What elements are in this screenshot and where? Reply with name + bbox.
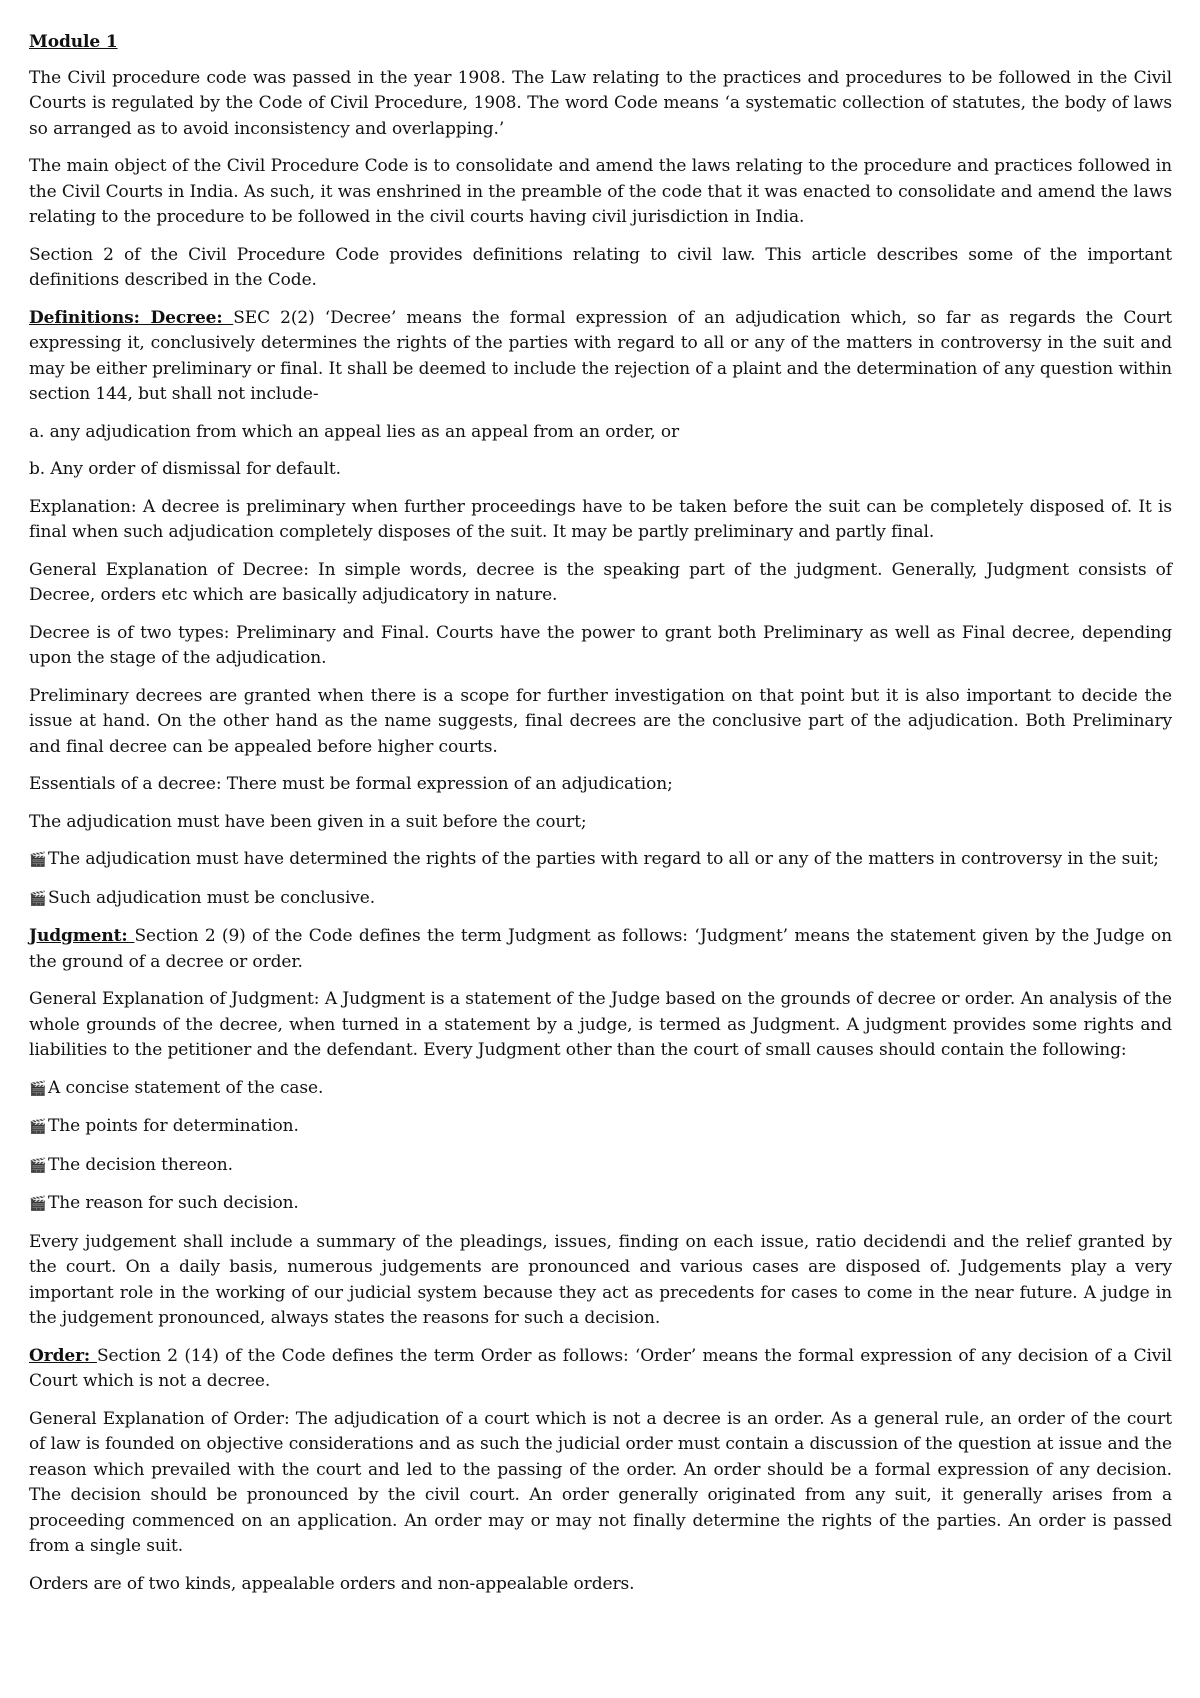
clapperboard-icon: 🎬: [29, 1196, 47, 1212]
order-text: Section 2 (14) of the Code defines the term Order as follows: ‘Order’ means the formal expression of any decision of a Civil Court which is not a decree.: [29, 1345, 1172, 1391]
clapperboard-icon: 🎬: [29, 1119, 47, 1135]
bullet-item: 🎬The decision thereon.: [29, 1153, 1172, 1180]
paragraph-every-judgement: Every judgement shall include a summary of the pleadings, issues, finding on each issue, ratio decidendi and the relief granted by the court. On a daily basis, numerous judgements are pronounced and various cases are disposed of. Judgements play a very important role in the working of our judicial system because they act as precedents for cases to come in the near future. A judge in the judgement pronounced, always states the reasons for such a decision.: [29, 1231, 1172, 1328]
paragraph-essentials: Essentials of a decree: There must be formal expression of an adjudication;: [29, 774, 673, 794]
clapperboard-icon: 🎬: [29, 1080, 47, 1097]
paragraph-explanation: Explanation: A decree is preliminary when further proceedings have to be taken before the suit can be completely disposed of. It is final when such adjudication completely disposes of the suit. It may be partly preliminary and partly final.: [29, 496, 1172, 542]
bullet-item: 🎬A concise statement of the case.: [29, 1076, 1172, 1103]
paragraph-adjudication: The adjudication must have been given in a suit before the court;: [29, 811, 587, 832]
clapperboard-icon: 🎬: [29, 1157, 47, 1174]
bullet-item: 🎬The reason for such decision.: [29, 1191, 1172, 1218]
paragraph-general-order: General Explanation of Order: The adjudication of a court which is not a decree is an order. As a general rule, an order of the court of law is founded on objective considerations and as such the judicial order must contain a discussion of the question at issue and the reason which prevailed with the court and led to the passing of the order. An order should be a formal expression of any decision. The decision should be pronounced by the civil court. An order generally originated from any suit, it generally arises from a proceeding commenced on an application. An order may or may not finally determine the rights of the parties. An order is passed from a single suit.: [29, 1408, 1172, 1556]
judgment-label: Judgment:: [29, 926, 135, 946]
list-item-b: b. Any order of dismissal for default.: [29, 459, 341, 479]
clapperboard-icon: 🎬: [29, 890, 47, 907]
paragraph-judgment-definition: [29, 924, 1172, 975]
bullet-item: 🎬The points for determination.: [29, 1114, 1172, 1141]
bullet-item: 🎬Such adjudication must be conclusive.: [29, 886, 1172, 913]
decree-label: Definitions: Decree:: [29, 307, 234, 328]
paragraph-decree-definition: [29, 306, 1172, 408]
paragraph-decree-types: Decree is of two types: Preliminary and Final. Courts have the power to grant both Preliminary as well as Final decree, depending upon the stage of the adjudication.: [29, 622, 1172, 668]
paragraph-object: The main object of the Civil Procedure Code is to consolidate and amend the laws relating to the procedure and practices followed in the Civil Courts in India. As such, it was enshrined in the preamble of the code that it was enacted to consolidate and amend the laws relating to the procedure to be followed in the civil courts having civil jurisdiction in India.: [29, 156, 1172, 227]
paragraph-preliminary: Preliminary decrees are granted when there is a scope for further investigation on that point but it is also important to decide the issue at hand. On the other hand as the name suggests, final decrees are the conclusive part of the adjudication. Both Preliminary and final decree can be appealed before higher courts.: [29, 685, 1172, 757]
bullet-item: 🎬The adjudication must have determined the rights of the parties with regard to all or any of the matters in controversy in the suit;: [29, 847, 1172, 874]
paragraph-orders-kinds: Orders are of two kinds, appealable orders and non-appealable orders.: [29, 1573, 635, 1594]
judgment-text: Section 2 (9) of the Code defines the term Judgment as follows: ‘Judgment’ means the statement given by the Judge on the ground of a decree or order.: [29, 926, 1172, 972]
paragraph-general-judgment: General Explanation of Judgment: A Judgment is a statement of the Judge based on the grounds of decree or order. An analysis of the whole grounds of the decree, when turned in a statement by a judge, is termed as Judgment. A judgment provides some rights and liabilities to the petitioner and the defendant. Every Judgment other than the court of small causes should contain the following:: [29, 989, 1172, 1060]
paragraph-order-definition: [29, 1344, 1172, 1395]
decree-text: SEC 2(2) ‘Decree’ means the formal expression of an adjudication which, so far as regards the Court expressing it, conclusively determines the rights of the parties with regard to all or any of the matters in controversy in the suit and may be either preliminary or final. It shall be deemed to include the rejection of a plaint and the determination of any question within section 144, but shall not include-: [29, 307, 1172, 404]
page-title: Module 1: [29, 32, 118, 52]
paragraph-intro: The Civil procedure code was passed in the year 1908. The Law relating to the practices and procedures to be followed in the Civil Courts is regulated by the Code of Civil Procedure, 1908. The word Code means ‘a systematic collection of statutes, the body of laws so arranged as to avoid inconsistency and overlapping.’: [29, 67, 1172, 139]
list-item-a: a. any adjudication from which an appeal lies as an appeal from an order, or: [29, 421, 680, 442]
paragraph-general-decree: General Explanation of Decree: In simple words, decree is the speaking part of the judgment. Generally, Judgment consists of Decree, orders etc which are basically adjudicatory in nature.: [29, 559, 1172, 605]
clapperboard-icon: 🎬: [29, 852, 47, 868]
paragraph-section-2: Section 2 of the Civil Procedure Code provides definitions relating to civil law. This article describes some of the important definitions described in the Code.: [29, 244, 1172, 290]
order-label: Order:: [29, 1345, 97, 1366]
